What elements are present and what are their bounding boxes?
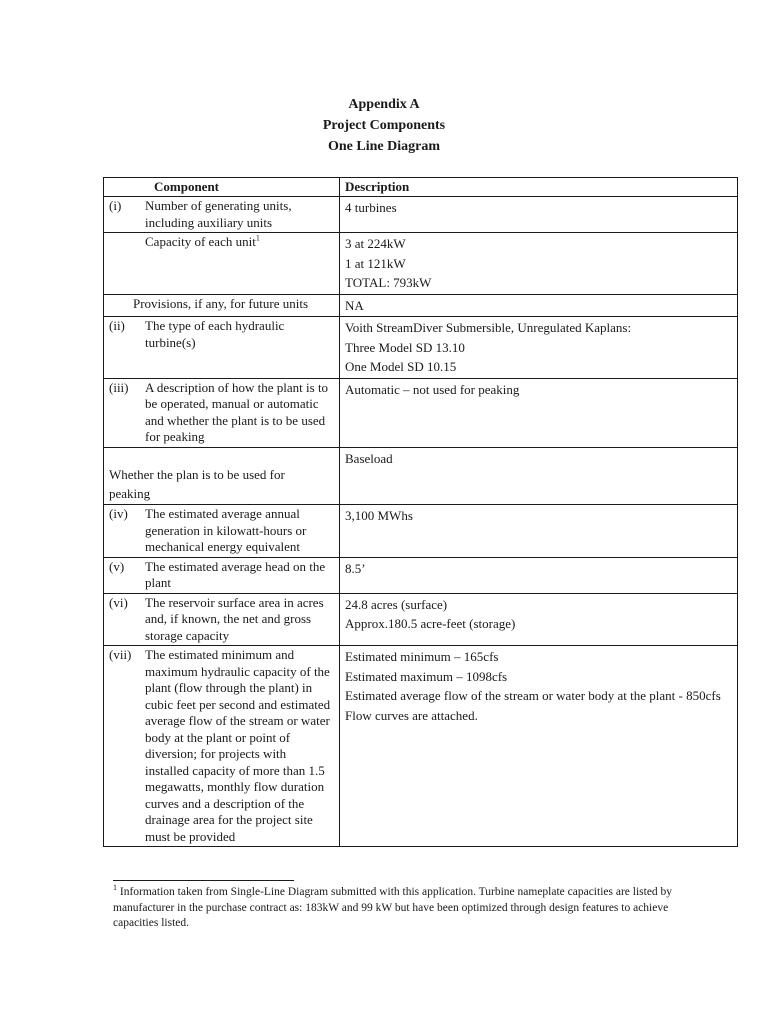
description-cell <box>340 646 738 847</box>
description-line: 3 at 224kW <box>345 236 406 251</box>
header-component: Component <box>104 178 340 197</box>
component-text: The estimated average annual generation in kilowatt-hours or mechanical energy equivalent <box>145 506 307 554</box>
row-number: (vi) <box>109 594 128 610</box>
components-table <box>103 177 738 847</box>
component-cell <box>104 646 340 847</box>
table-row <box>104 317 738 379</box>
document-titles <box>0 94 768 157</box>
description-line: Baseload <box>345 450 393 466</box>
component-cell <box>104 317 340 379</box>
component-cell <box>104 447 340 505</box>
description-cell <box>340 593 738 646</box>
component-cell <box>104 197 340 233</box>
appendix-title: Appendix A <box>348 97 420 112</box>
description-line: Estimated minimum – 165cfs <box>345 649 499 664</box>
description-cell <box>340 447 738 505</box>
description-cell <box>340 317 738 379</box>
table-row <box>104 294 738 317</box>
row-number: (iv) <box>109 506 128 521</box>
header-description: Description <box>340 178 738 197</box>
table-header-row <box>104 178 738 197</box>
footnote-text: Information taken from Single-Line Diagram submitted with this application. Turbine nameplate capacities are listed by manufacturer in the purchase contract as: 183kW and 99 kW but have been optimized through design features to achieve capacities listed. <box>113 886 673 929</box>
component-text: Whether the plan is to be used for peaking <box>109 467 285 501</box>
description-cell <box>340 233 738 295</box>
component-cell <box>104 557 340 593</box>
description-line: 3,100 MWhs <box>345 508 413 523</box>
table-row <box>104 557 738 593</box>
description-line: One Model SD 10.15 <box>345 359 457 374</box>
component-text: Provisions, if any, for future units <box>133 295 308 311</box>
description-line: 24.8 acres (surface) <box>345 596 448 612</box>
footnote-rule <box>113 880 294 881</box>
table-row <box>104 505 738 558</box>
component-text: Number of generating units, including auxiliary units <box>145 198 292 230</box>
description-cell <box>340 505 738 558</box>
row-number: (vii) <box>109 647 132 662</box>
table-row <box>104 378 738 447</box>
table-row <box>104 197 738 233</box>
description-line: Automatic – not used for peaking <box>345 381 520 397</box>
component-text: A description of how the plant is to be operated, manual or automatic and whether the plant is to be used for peaking <box>145 379 329 444</box>
description-line: Estimated average flow of the stream or water body at the plant - 850cfs <box>345 688 721 703</box>
component-cell <box>104 505 340 558</box>
description-line: Flow curves are attached. <box>345 707 478 723</box>
component-text: The reservoir surface area in acres and, if known, the net and gross storage capacity <box>145 594 324 643</box>
table-row <box>104 646 738 847</box>
footnote-ref: 1 <box>255 233 260 243</box>
component-text: The type of each hydraulic turbine(s) <box>145 318 285 350</box>
description-line: 8.5’ <box>345 560 366 576</box>
row-number: (ii) <box>109 318 125 333</box>
row-number: (v) <box>109 558 125 574</box>
description-cell <box>340 197 738 233</box>
component-text: The estimated minimum and maximum hydraulic capacity of the plant (flow through the plant) in cubic feet per second and estimated average flow of the stream or water body at the plant or point of diversion; for projects with installed capacity of more than 1.5 megawatts, monthly flow duration curves and a description of the drainage area for the project site must be provided <box>145 647 331 844</box>
description-line: Voith StreamDiver Submersible, Unregulated Kaplans: <box>345 320 632 335</box>
table-row <box>104 233 738 295</box>
component-text: The estimated average head on the plant <box>145 558 326 590</box>
table-row <box>104 447 738 505</box>
row-number: (iii) <box>109 379 129 395</box>
table-row <box>104 593 738 646</box>
description-line: TOTAL: 793kW <box>345 275 432 290</box>
row-number: (i) <box>109 198 122 213</box>
component-text: Capacity of each unit <box>145 234 256 249</box>
description-line: Estimated maximum – 1098cfs <box>345 668 508 684</box>
description-line: 4 turbines <box>345 200 397 215</box>
description-line: Approx.180.5 acre-feet (storage) <box>345 616 516 631</box>
description-cell <box>340 378 738 447</box>
component-cell <box>104 593 340 646</box>
component-cell <box>104 378 340 447</box>
description-line: 1 at 121kW <box>345 255 406 271</box>
footnote-marker: 1 <box>113 883 117 893</box>
description-line: Three Model SD 13.10 <box>345 339 465 355</box>
footnote <box>113 885 673 932</box>
description-line: NA <box>345 297 364 313</box>
description-cell <box>340 557 738 593</box>
component-cell <box>104 233 340 295</box>
diagram-title: One Line Diagram <box>328 139 440 154</box>
description-cell <box>340 294 738 317</box>
component-cell <box>104 294 340 317</box>
section-title: Project Components <box>322 118 446 133</box>
